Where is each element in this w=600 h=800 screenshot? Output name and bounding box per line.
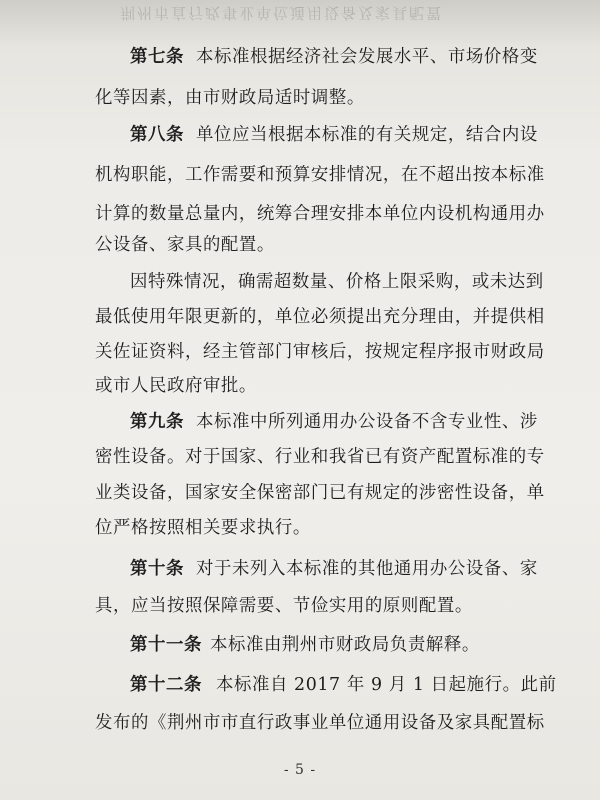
article-10-line-1 xyxy=(130,557,538,581)
article-9-text-1: 本标准中所列通用办公设备不含专业性、涉 xyxy=(195,412,538,432)
article-12-line-2: 发布的《荆州市市直行政事业单位通用设备及家具配置标 xyxy=(95,713,545,733)
article-8-line-1 xyxy=(130,123,538,147)
header-bleed-through: 荆州市直行政事业单位通用设备及家具配置 xyxy=(120,4,444,22)
article-11-text-1: 本标准由荆州市财政局负责解释。 xyxy=(209,635,480,655)
article-8-text-1: 单位应当根据本标准的有关规定，结合内设 xyxy=(195,125,538,145)
article-7-heading: 第七条 xyxy=(130,47,184,67)
article-11-line-1 xyxy=(130,633,530,657)
article-7-line-1 xyxy=(130,45,538,69)
article-8-heading: 第八条 xyxy=(130,125,184,145)
article-9-line-1 xyxy=(130,410,538,434)
special-para-line-3: 关佐证资料，经主管部门审核后，按规定程序报市财政局 xyxy=(95,342,545,362)
special-para-line-1: 因特殊情况，确需超数量、价格上限采购，或未达到 xyxy=(130,272,544,292)
article-9-line-3: 业类设备，国家安全保密部门已有规定的涉密性设备，单 xyxy=(95,483,545,503)
page-number: - 5 - xyxy=(283,762,317,778)
article-9-line-4: 位严格按照相关要求执行。 xyxy=(95,518,311,538)
article-11-heading: 第十一条 xyxy=(130,635,202,655)
article-12-heading: 第十二条 xyxy=(130,675,202,695)
article-12-text-1: 本标准自 2017 年 9 月 1 日起施行。此前 xyxy=(215,675,557,695)
article-8-line-3: 计算的数量总量内，统筹合理安排本单位内设机构通用办 xyxy=(95,204,545,224)
special-para-line-4: 或市人民政府审批。 xyxy=(95,376,257,396)
article-10-text-1: 对于未列入本标准的其他通用办公设备、家 xyxy=(195,559,538,579)
article-9-heading: 第九条 xyxy=(130,412,184,432)
article-9-line-2: 密性设备。对于国家、行业和我省已有资产配置标准的专 xyxy=(95,447,545,467)
article-8-line-2: 机构职能，工作需要和预算安排情况，在不超出按本标准 xyxy=(95,165,545,185)
article-8-line-4: 公设备、家具的配置。 xyxy=(95,235,275,255)
article-12-line-1 xyxy=(130,673,557,697)
article-7-line-2: 化等因素，由市财政局适时调整。 xyxy=(95,88,365,108)
article-7-text-1: 本标准根据经济社会发展水平、市场价格变 xyxy=(195,47,538,67)
article-10-line-2: 具，应当按照保障需要、节俭实用的原则配置。 xyxy=(95,596,473,616)
article-10-heading: 第十条 xyxy=(130,559,184,579)
special-para-line-2: 最低使用年限更新的，单位必须提出充分理由，并提供相 xyxy=(95,307,545,327)
